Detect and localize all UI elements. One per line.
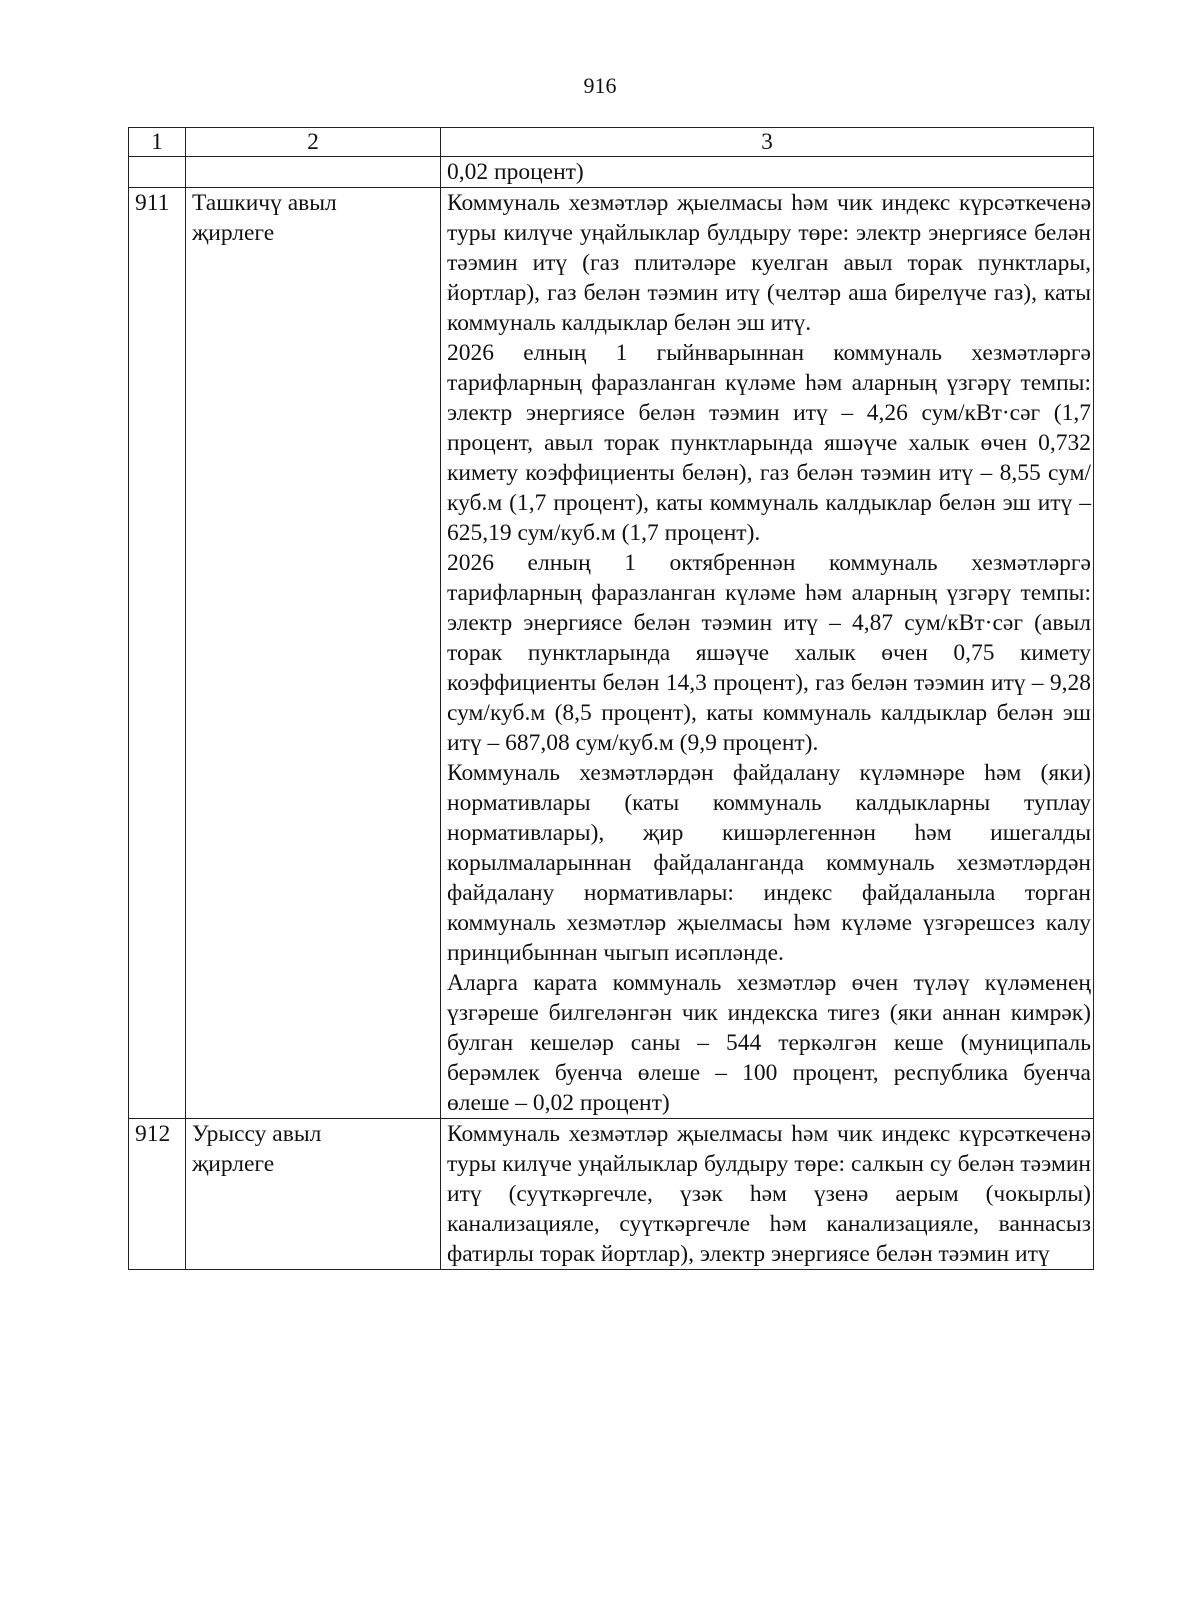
- table-row-911: [129, 188, 1094, 1119]
- paragraph-population-count: Аларга карата коммуналь хезмәтләр өчен түләү күләменең үзгәреше билгеләнгән чик индекска тигез (яки аннан кимрәк) булган кешеләр саны – 544 теркәлгән кеше (муниципаль берәмлек буенча өлеше – 100 процент, республика буенча өлеше – 0,02 процент): [447, 970, 1091, 1116]
- page-number: 916: [583, 73, 617, 98]
- table-header-row: [129, 128, 1094, 157]
- header-col-1: 1: [129, 128, 186, 157]
- continuation-name-cell: [186, 157, 441, 188]
- paragraph-amenities: Коммуналь хезмәтләр җыелмасы һәм чик индекс күрсәткеченә туры килүче уңайлыклар булдыру төре: салкын су белән тәэмин итү (суүткәргечле, үзәк һәм үзенә аерым (чокырлы) канализацияле, суүткәргечле һәм канализацияле, ваннасыз фатирлы торак йортлар), электр энергиясе белән тәэмин итү: [447, 1121, 1091, 1267]
- row-number: 912: [129, 1119, 186, 1270]
- settlement-name-line: җирлеге: [192, 1151, 275, 1177]
- row-content: [441, 1119, 1094, 1270]
- header-col-2: 2: [186, 128, 441, 157]
- continuation-num-cell: [129, 157, 186, 188]
- continuation-text: 0,02 процент): [447, 159, 584, 185]
- paragraph-amenities: Коммуналь хезмәтләр җыелмасы һәм чик индекс күрсәткеченә туры килүче уңайлыклар булдыру төре: электр энергиясе белән тәэмин итү (газ плитәләре куелган авыл торак пунктлары, йортлар), газ белән тәэмин итү (челтәр аша бирелүче газ), каты коммуналь калдыклар белән эш итү.: [447, 190, 1091, 336]
- paragraph-consumption-norms: Коммуналь хезмәтләрдән файдалану күләмнәре һәм (яки) нормативлары (каты коммуналь калдыкларны туплау нормативлары), җир кишәрлегеннән һәм ишегалды корылмаларыннан файдаланганда коммуналь хезмәтләрдән файдалану нормативлары: индекс файдаланыла торган коммуналь хезмәтләр җыелмасы һәм күләме үзгәрешсез калу принцибыннан чыгып исәпләнде.: [447, 760, 1091, 966]
- header-col-3: 3: [441, 128, 1094, 157]
- settlement-name-line: Ташкичү авыл: [192, 190, 337, 216]
- settlement-name-line: җирлеге: [192, 220, 275, 246]
- paragraph-tariffs-january: 2026 елның 1 гыйнварыннан коммуналь хезмәтләргә тарифларның фаразланган күләме һәм аларның үзгәрү темпы: электр энергиясе белән тәэмин итү – 4,26 сум/кВт·сәг (1,7 процент, авыл торак пунктларында яшәүче халык өчен 0,732 кимету коэффициенты белән), газ белән тәэмин итү – 8,55 сум/куб.м (1,7 процент), каты коммуналь калдыклар белән эш итү – 625,19 сум/куб.м (1,7 процент).: [447, 340, 1091, 546]
- row-content: [441, 188, 1094, 1119]
- table-row-912: [129, 1119, 1094, 1270]
- row-number: 911: [129, 188, 186, 1119]
- tariff-table: [128, 127, 1094, 1270]
- table-row-continuation: [129, 157, 1094, 188]
- settlement-name: [186, 1119, 441, 1270]
- continuation-content-cell: [441, 157, 1094, 188]
- paragraph-tariffs-october: 2026 елның 1 октябреннән коммуналь хезмәтләргә тарифларның фаразланган күләме һәм аларның үзгәрү темпы: электр энергиясе белән тәэмин итү – 4,87 сум/кВт·сәг (авыл торак пунктларында яшәүче халык өчен 0,75 кимету коэффициенты белән 14,3 процент), газ белән тәэмин итү – 9,28 сум/куб.м (8,5 процент), каты коммуналь калдыклар белән эш итү – 687,08 сум/куб.м (9,9 процент).: [447, 550, 1091, 756]
- settlement-name: [186, 188, 441, 1119]
- settlement-name-line: Урыссу авыл: [192, 1121, 322, 1147]
